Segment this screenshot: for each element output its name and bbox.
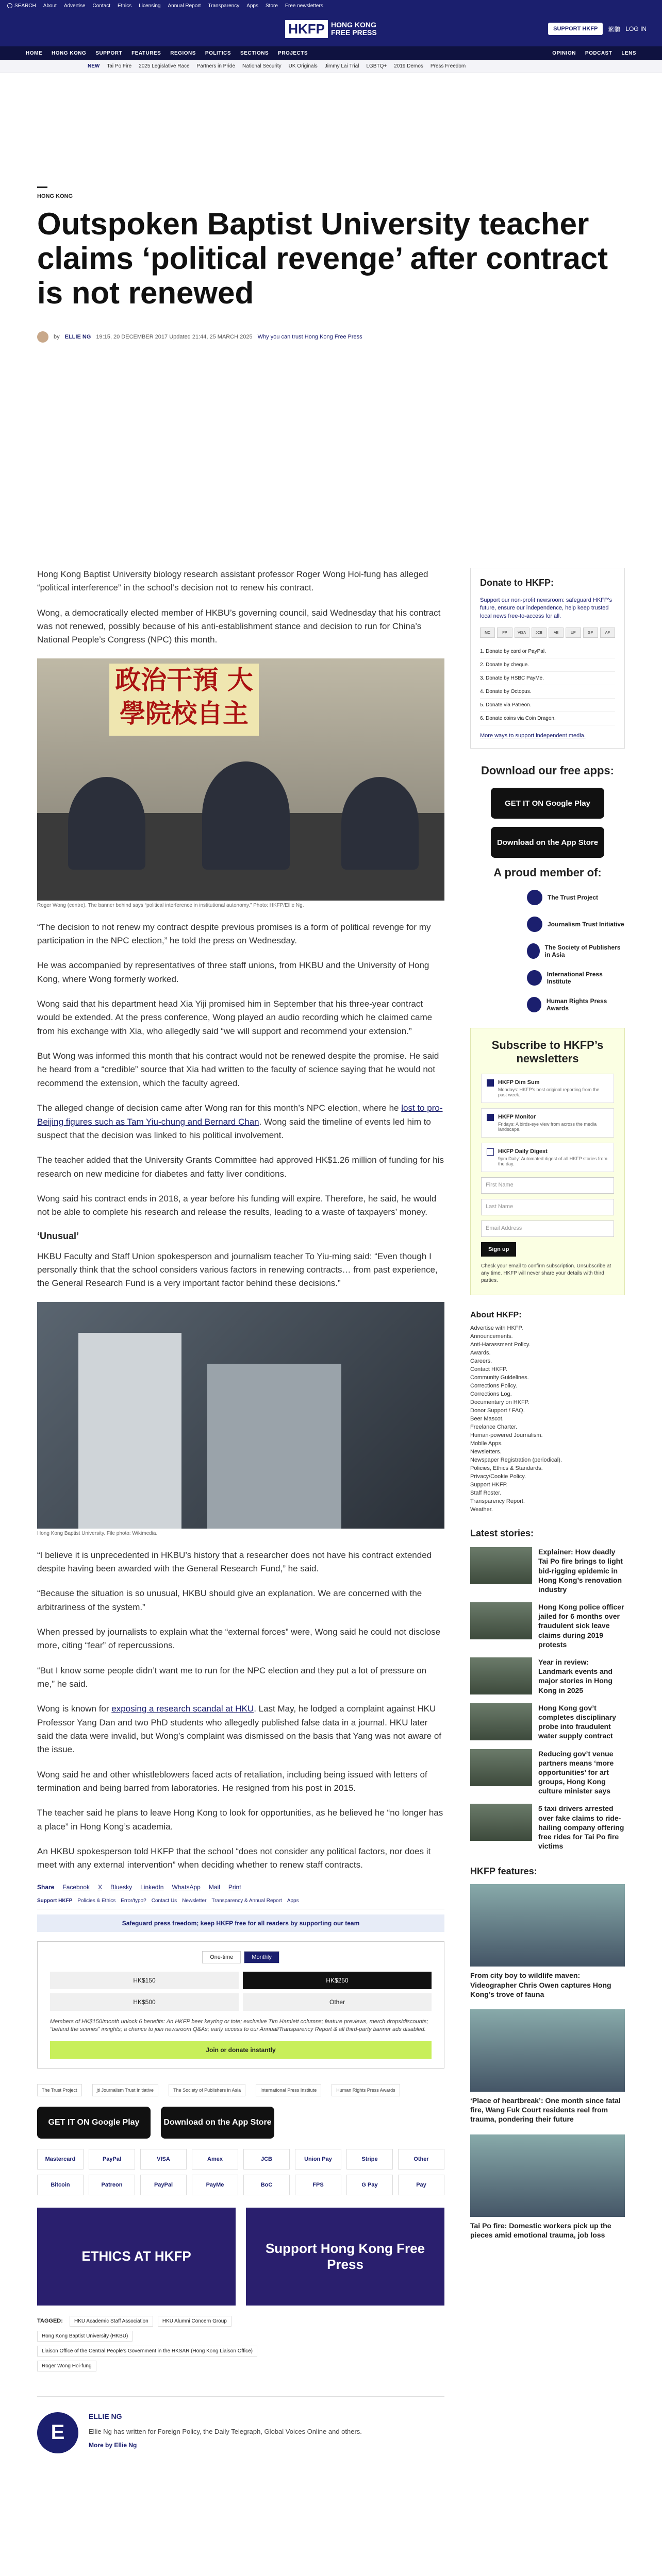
payment-method[interactable]: VISA (140, 2149, 187, 2170)
site-logo[interactable] (285, 20, 376, 38)
share-bar (37, 1884, 444, 1891)
features-section (470, 1866, 625, 2240)
contact-link[interactable]: Contact (92, 3, 110, 9)
member-name: Human Rights Press Awards (546, 997, 607, 1012)
paragraph (37, 1702, 444, 1756)
story-item[interactable] (470, 1602, 625, 1649)
feature-item[interactable] (470, 2009, 625, 2124)
nav-projects[interactable]: PROJECTS (278, 50, 308, 56)
trending-item[interactable]: 2019 Demos (394, 63, 423, 69)
signup-button[interactable]: Sign up (481, 1242, 516, 1257)
newsletter-title: Subscribe to HKFP’s newsletters (491, 1039, 604, 1065)
photo-person (68, 777, 145, 870)
story-title: Explainer: How deadly Tai Po fire brings to light bid-rigging epidemic in Hong Kong’s renovation industry (538, 1548, 623, 1594)
donation-method[interactable]: 3. Donate by HSBC PayMe. (480, 672, 615, 685)
story-title: Hong Kong police officer jailed for 6 months over fraudulent sick leave claims during 2019 protests (538, 1603, 624, 1649)
share-facebook[interactable]: Facebook (62, 1883, 90, 1891)
author-avatar-large[interactable]: E (37, 2412, 78, 2453)
page-body (16, 187, 646, 2449)
payment-method[interactable]: BoC (243, 2175, 290, 2195)
feature-image (470, 2134, 625, 2217)
paragraph: “The decision to not renew my contract despite previous promises is a form of political revenge for my participation in the NPC election,” he told the press on Wednesday. (37, 922, 431, 946)
card-logos (480, 628, 615, 638)
about-link[interactable]: Corrections Policy. (470, 1383, 517, 1389)
latest-title: Latest stories: (470, 1528, 534, 1539)
about-link[interactable]: Transparency Report. (470, 1498, 525, 1505)
payment-method[interactable]: PayMe (192, 2175, 238, 2195)
paragraph: “But I know some people didn’t want me to run for the NPC election and they put a lot of pressure on me,” he said. (37, 1665, 427, 1689)
inline-link[interactable]: lost to pro-Beijing figures such as Tam Yiu-chung and Bernard Chan (37, 1103, 443, 1127)
author-avatar[interactable] (37, 331, 48, 343)
annual-report-link[interactable]: Annual Report (168, 3, 201, 9)
article-headline: Outspoken Baptist University teacher claims ‘political revenge’ after contract is not renewed (37, 207, 608, 311)
payment-method[interactable]: Stripe (346, 2149, 393, 2170)
story-thumbnail (470, 1657, 532, 1694)
nav-politics[interactable]: POLITICS (205, 50, 231, 56)
logo-line-2: FREE PRESS (331, 28, 377, 37)
member-icon (527, 943, 540, 959)
payment-method[interactable]: Amex (192, 2149, 238, 2170)
story-item[interactable] (470, 1657, 625, 1695)
badge[interactable]: International Press Institute (256, 2084, 321, 2096)
author-name[interactable]: ELLIE NG (89, 2412, 122, 2420)
donate-intro[interactable]: Support our non-profit newsroom: safeguard HKFP’s future, ensure our independence, help keep trusted local news free-to-access for all. (480, 597, 612, 619)
member-logo[interactable] (527, 943, 625, 959)
campus-photo (37, 1302, 444, 1529)
about-link[interactable]: Careers. (470, 1358, 492, 1365)
donation-method[interactable]: 6. Donate coins via Coin Dragon. (480, 712, 615, 725)
footer-link[interactable]: Apps (287, 1897, 299, 1904)
donate-widget (470, 568, 625, 749)
last-name-input[interactable]: Last Name (481, 1199, 614, 1215)
trust-link[interactable]: Why you can trust Hong Kong Free Press (257, 333, 362, 340)
logo-line-1: HONG KONG (331, 20, 376, 29)
paragraph: Wong said his contract ends in 2018, a year before his funding will expire. Therefore, he said, he would not be able to complete his research and release the results, leading to a waste of taxpayers’ money. (37, 1193, 437, 1217)
trending-item[interactable]: Jimmy Lai Trial (324, 63, 359, 69)
about-section (470, 1311, 625, 1513)
paragraph: Wong, a democratically elected member of HKBU’s governing council, said Wednesday that his contract was not renewed, possibly because of his anti-establishment stance and decision to run for China’s National People’s Congress (NPC) this month. (37, 607, 441, 645)
member-name: International Press Institute (547, 971, 603, 986)
photo-caption: Roger Wong (centre). The banner behind says “political interference in institutional autonomy.” Photo: HKFP/Ellie Ng. (37, 902, 304, 908)
app-store-button[interactable]: Download on the App Store (491, 827, 604, 858)
share-x[interactable]: X (98, 1883, 103, 1891)
payment-method[interactable]: Mastercard (37, 2149, 84, 2170)
search-icon (7, 3, 12, 8)
member-icon (527, 917, 542, 932)
paragraph: When pressed by journalists to explain what the “external forces” were, Wong said he could not disclose more, citing “fear” of repercussions. (37, 1626, 441, 1651)
header-actions (548, 23, 647, 35)
about-title: About HKFP: (470, 1311, 522, 1320)
language-toggle[interactable]: 繁體 (608, 25, 621, 33)
story-item[interactable] (470, 1547, 625, 1594)
advertise-link[interactable]: Advertise (63, 3, 86, 9)
card-logo: AP (600, 628, 615, 638)
member-logo[interactable] (527, 997, 625, 1012)
login-link[interactable]: LOG IN (625, 25, 647, 32)
donation-method[interactable]: 5. Donate via Patreon. (480, 699, 615, 712)
story-thumbnail (470, 1602, 532, 1639)
newsletter-option-text (498, 1079, 608, 1097)
footer-link[interactable]: Policies & Ethics (77, 1897, 116, 1904)
paragraph: But Wong was informed this month that his contract would not be renewed despite the promise. He said he heard from a “credible” source that Xia had written to the faculty of science saying that he would not recommend the extension, which the faculty agreed. (37, 1051, 439, 1088)
text-run: Wong is known for (37, 1704, 112, 1714)
more-by-author-link[interactable]: More by Ellie Ng (89, 2442, 137, 2449)
member-name: The Trust Project (548, 894, 599, 902)
newsletter-name: HKFP Monitor (498, 1114, 536, 1121)
protest-banner: 政治干預 大學院校自主 (109, 664, 259, 736)
app-store-button[interactable]: Download on the App Store (161, 2107, 274, 2139)
feature-title: Tai Po fire: Domestic workers pick up the pieces amid emotional trauma, job loss (470, 2221, 611, 2239)
tag[interactable]: HKU Academic Staff Association (70, 2316, 153, 2327)
payment-method[interactable]: Patreon (89, 2175, 135, 2195)
text-run: The alleged change of decision came after Wong ran for this month’s NPC election, where he (37, 1103, 402, 1113)
tag[interactable]: HKU Alumni Concern Group (158, 2316, 231, 2327)
newsletter-option[interactable] (481, 1074, 614, 1103)
footer-link[interactable]: Error/typo? (121, 1897, 146, 1904)
search-link[interactable]: SEARCH (7, 3, 36, 9)
nav-home[interactable]: HOME (26, 50, 42, 56)
app-store-buttons (37, 2107, 444, 2139)
paragraph: The teacher said he plans to leave Hong Kong to look for opportunities, as he believed he “no longer has a place” in Hong Kong’s academia. (37, 1808, 443, 1832)
story-item[interactable] (470, 1804, 625, 1851)
about-link[interactable]: Awards. (470, 1350, 491, 1357)
paragraph: An HKBU spokesperson told HKFP that the school “does not consider any political factors, nor does it meet with any external intervention” when deciding whether to renew staff contracts. (37, 1846, 431, 1870)
apps-title: Download our free apps: (481, 764, 614, 777)
amount-option[interactable]: HK$150 (50, 1972, 239, 1989)
article-footer-links (37, 1898, 444, 1909)
donation-method[interactable]: 4. Donate by Octopus. (480, 685, 615, 699)
amount-option[interactable]: Other (243, 1993, 432, 2011)
paragraph: HKBU Faculty and Staff Union spokesperson and journalism teacher To Yiu-ming said: “Even though I personally think that the school considers various factors in renewing contracts… from past experience, the General Research Fund is a very important factor behind these decisions.” (37, 1251, 438, 1289)
author-info (89, 2412, 398, 2453)
card-logo: VISA (515, 628, 529, 638)
member-name: Journalism Trust Initiative (548, 921, 624, 928)
newsletter-option-text (498, 1114, 608, 1132)
trending-item[interactable]: Press Freedom (430, 63, 466, 69)
byline (37, 331, 646, 343)
footer-link[interactable]: Support HKFP (37, 1897, 73, 1904)
donation-method[interactable]: 1. Donate by card or PayPal. (480, 645, 615, 658)
paragraph: He was accompanied by representatives of three staff unions, from HKBU and the University of Hong Kong, where Wong formerly worked. (37, 960, 429, 984)
author-link[interactable]: ELLIE NG (64, 333, 91, 340)
feature-item[interactable] (470, 1884, 625, 1999)
trending-item[interactable]: LGBTQ+ (366, 63, 387, 69)
footer-link[interactable]: Transparency & Annual Report (211, 1897, 282, 1904)
about-link[interactable]: Community Guidelines. (470, 1375, 529, 1381)
article-body (37, 568, 444, 2453)
card-logo: PP (497, 628, 512, 638)
share-mail[interactable]: Mail (208, 1883, 220, 1891)
text-run: . Last May, he lodged a complaint against HKU Professor Yang Dan and two PhD students who allegedly published false data in a journal. HKU later said the data were invalid, but Wong’s complaint was dismissed on the basis that Yang was not aware of the issue. (37, 1704, 442, 1755)
story-thumbnail (470, 1703, 532, 1740)
payment-method[interactable]: Union Pay (295, 2149, 341, 2170)
paragraph: Wong said that his department head Xia Yiji promised him in September that his three-year contract would be extended. At the press conference, Wong played an audio recording which he claimed came from his exchange with Xia, who allegedly said “we will support and recommend your extension.” (37, 999, 433, 1036)
author-bio: Ellie Ng has written for Foreign Policy, the Daily Telegraph, Global Voices Online and others. (89, 2427, 362, 2435)
payment-method[interactable]: G Pay (346, 2175, 393, 2195)
badge[interactable]: The Trust Project (37, 2084, 82, 2096)
story-title: Hong Kong gov’t completes disciplinary probe into fraudulent water supply contract (538, 1703, 616, 1740)
about-link[interactable]: Weather. (470, 1506, 493, 1513)
first-name-input[interactable]: First Name (481, 1177, 614, 1194)
kicker-text: HONG KONG (37, 193, 73, 199)
newsletter-option[interactable] (481, 1108, 614, 1138)
story-thumbnail (470, 1547, 532, 1584)
feature-image (470, 1884, 625, 1967)
tag[interactable]: Hong Kong Baptist University (HKBU) (37, 2331, 133, 2342)
tags-section (37, 2316, 444, 2376)
share-print[interactable]: Print (228, 1883, 241, 1891)
about-link[interactable]: Policies, Ethics & Standards. (470, 1465, 543, 1472)
feature-item[interactable] (470, 2134, 625, 2240)
trending-item[interactable]: Tai Po Fire (107, 63, 132, 69)
tab-one-time[interactable]: One-time (202, 1951, 241, 1963)
logo-text (331, 21, 377, 37)
member-title: A proud member of: (493, 866, 602, 879)
member-icon (527, 970, 542, 986)
share-whatsapp[interactable]: WhatsApp (172, 1883, 201, 1891)
feature-title: ‘Place of heartbreak’: One month since fatal fire, Wang Fuk Court residents reel from trauma, pondering their future (470, 2096, 621, 2124)
licensing-link[interactable]: Licensing (139, 3, 161, 9)
google-play-button[interactable]: GET IT ON Google Play (491, 788, 604, 819)
share-label: Share (37, 1883, 55, 1891)
about-link[interactable]: Documentary on HKFP. (470, 1399, 529, 1406)
share-bluesky[interactable]: Bluesky (110, 1883, 133, 1891)
tag[interactable]: Roger Wong Hoi-fung (37, 2361, 96, 2371)
amount-option[interactable]: HK$500 (50, 1993, 239, 2011)
story-title: Reducing gov’t venue partners means ‘more opportunities’ for art groups, Hong Kong culture minister says (538, 1749, 614, 1795)
donation-methods (480, 645, 615, 725)
paragraph: “I believe it is unprecedented in HKBU’s history that a researcher does not have his contract extended despite having been awarded with the General Research Fund,” he said. (37, 1550, 432, 1573)
footer-link[interactable]: Newsletter (182, 1897, 207, 1904)
feature-title: From city boy to wildlife maven: Videographer Chris Owen captures Hong Kong’s trove of fauna (470, 1971, 611, 1998)
about-link[interactable]: Newsletters. (470, 1449, 502, 1455)
main-nav (0, 46, 662, 60)
card-logo: UP (566, 628, 581, 638)
byline-prefix: by (54, 333, 60, 340)
about-link[interactable]: Advertise with HKFP. (470, 1325, 523, 1332)
card-logo: JCB (532, 628, 547, 638)
payment-method[interactable]: PayPal (140, 2175, 187, 2195)
story-item[interactable] (470, 1749, 625, 1796)
about-link[interactable]: Freelance Charter. (470, 1424, 518, 1431)
footer-link[interactable]: Contact Us (151, 1897, 177, 1904)
about-link[interactable]: Support HKFP. (470, 1482, 508, 1488)
text-run: . Wong said the timeline of events led him to suspect that the decision was linked to his political involvement. (37, 1116, 431, 1140)
amount-option-selected[interactable]: HK$250 (243, 1972, 432, 1989)
about-link[interactable]: Human-powered Journalism. (470, 1432, 543, 1439)
about-link[interactable]: Newspaper Registration (periodical). (470, 1457, 562, 1464)
tag[interactable]: Liaison Office of the Central People's Government in the HKSAR (Hong Kong Liaison Office) (37, 2346, 257, 2357)
nav-support[interactable]: SUPPORT (95, 50, 123, 56)
donate-title: Donate to HKFP: (480, 578, 554, 588)
site-header (0, 11, 662, 46)
about-link[interactable]: Beer Mascot. (470, 1416, 504, 1422)
sidebar (470, 568, 625, 2250)
badge[interactable]: The Society of Publishers in Asia (169, 2084, 245, 2096)
checkbox[interactable] (487, 1148, 494, 1156)
about-link[interactable]: Anti-Harassment Policy. (470, 1342, 531, 1348)
payment-method[interactable]: FPS (295, 2175, 341, 2195)
email-input[interactable]: Email Address (481, 1221, 614, 1237)
payment-method[interactable]: PayPal (89, 2149, 135, 2170)
badge[interactable]: jti Journalism Trust Initiative (92, 2084, 159, 2096)
support-promo-banner[interactable]: Support Hong Kong Free Press (246, 2208, 444, 2306)
nav-opinion[interactable]: OPINION (552, 50, 576, 56)
nav-hong-kong[interactable]: HONG KONG (52, 50, 87, 56)
card-logo: AE (549, 628, 564, 638)
about-link[interactable]: Staff Roster. (470, 1490, 502, 1497)
logo-mark: HKFP (285, 20, 328, 38)
about-link[interactable]: Mobile Apps. (470, 1440, 503, 1447)
donation-method[interactable]: 2. Donate by cheque. (480, 658, 615, 672)
publish-date: 19:15, 20 DECEMBER 2017 Updated 21:44, 25 MARCH 2025 (96, 333, 253, 340)
member-name: The Society of Publishers in Asia (544, 944, 621, 959)
tags-label: TAGGED: (37, 2317, 63, 2324)
features-title: HKFP features: (470, 1866, 537, 1877)
support-hkfp-button[interactable]: SUPPORT HKFP (548, 23, 603, 35)
member-logo[interactable] (527, 917, 625, 932)
payment-method[interactable]: JCB (243, 2149, 290, 2170)
top-utility-bar (0, 0, 662, 11)
story-title: 5 taxi drivers arrested over fake claims to ride-hailing company offering free rides for Tai Po fire victims (538, 1804, 624, 1851)
donation-widget (37, 1941, 444, 2069)
trending-item[interactable]: UK Originals (288, 63, 318, 69)
newsletter-signup (470, 1028, 625, 1295)
newsletter-desc: Mondays: HKFP’s best original reporting from the past week. (498, 1087, 600, 1098)
nav-sections[interactable]: SECTIONS (240, 50, 269, 56)
author-box (37, 2396, 444, 2453)
newsletter-option-text (498, 1148, 608, 1166)
newsletter-option[interactable] (481, 1143, 614, 1172)
about-link[interactable]: Corrections Log. (470, 1391, 512, 1398)
about-link[interactable]: Contact HKFP. (470, 1366, 507, 1373)
ethics-link[interactable]: Ethics (117, 3, 132, 9)
transparency-link[interactable]: Transparency (208, 3, 240, 9)
inline-link[interactable]: exposing a research scandal at HKU (111, 1704, 254, 1714)
trending-label: NEW (88, 63, 100, 69)
press-conference-photo (37, 658, 444, 901)
paragraph: “Because the situation is so unusual, HKBU should give an explanation. We are concerned with the arbitrariness of the system.” (37, 1588, 422, 1612)
trending-item[interactable]: 2025 Legislative Race (139, 63, 190, 69)
support-banner[interactable]: Safeguard press freedom; keep HKFP free for all readers by supporting our team (37, 1914, 444, 1932)
ethics-banner[interactable]: ETHICS AT HKFP (37, 2208, 236, 2306)
membership-note: Members of HK$150/month unlock 6 benefits: An HKFP beer keyring or tote; exclusive Tim Hamlett columns; feature previews, merch drops/discounts; “behind the scenes” insights; a chance to join newsroom Q&As; early access to our Annual/Transparency Report & all third-party banner ads disabled. (50, 2018, 428, 2033)
photo-building (207, 1364, 341, 1529)
share-linkedin[interactable]: LinkedIn (140, 1883, 164, 1891)
latest-stories (470, 1528, 625, 1851)
promo-banners (37, 2208, 444, 2306)
story-thumbnail (470, 1749, 532, 1786)
about-link[interactable]: Donor Support / FAQ. (470, 1408, 525, 1414)
trending-item[interactable]: Partners in Pride (196, 63, 236, 69)
nav-features[interactable]: FEATURES (131, 50, 161, 56)
paragraph (37, 1101, 444, 1142)
story-title: Year in review: Landmark events and major stories in Hong Kong in 2025 (538, 1658, 613, 1694)
newsletter-note: Check your email to confirm subscription. Unsubscribe at any time. HKFP will never share your details with third parties. (481, 1263, 611, 1284)
paragraph: The teacher added that the University Grants Committee had approved HK$1.26 million of funding for his research on new medicine for diabetes and fatty liver conditions. (37, 1155, 444, 1179)
paragraph: Wong said he and other whistleblowers faced acts of retaliation, including being issued with letters of termination and being barred from laboratories. He resigned from his post in 2015. (37, 1769, 427, 1793)
about-list (470, 1325, 625, 1513)
member-badges (37, 2084, 444, 2096)
trending-item[interactable]: National Security (242, 63, 282, 69)
section-subheading: ‘Unusual’ (37, 1230, 79, 1241)
newsletter-desc: 9pm Daily: Automated digest of all HKFP stories from the day. (498, 1156, 607, 1167)
google-play-button[interactable]: GET IT ON Google Play (37, 2107, 151, 2139)
newsletter-desc: Fridays: A birds-eye view from across the media landscape. (498, 1122, 597, 1132)
nav-podcast[interactable]: PODCAST (585, 50, 613, 56)
story-item[interactable] (470, 1703, 625, 1741)
about-link[interactable]: About (43, 3, 57, 9)
newsletter-name: HKFP Daily Digest (498, 1148, 548, 1155)
join-donate-button[interactable]: Join or donate instantly (50, 2041, 432, 2059)
member-logo[interactable] (527, 970, 625, 986)
about-link[interactable]: Privacy/Cookie Policy. (470, 1473, 526, 1480)
payment-method[interactable]: Bitcoin (37, 2175, 84, 2195)
trending-bar (0, 60, 662, 73)
photo-person (202, 761, 290, 870)
badge[interactable]: Human Rights Press Awards (332, 2084, 400, 2096)
nav-regions[interactable]: REGIONS (170, 50, 196, 56)
apps-link[interactable]: Apps (246, 3, 258, 9)
payment-method[interactable]: Pay (398, 2175, 444, 2195)
nav-lens[interactable]: LENS (621, 50, 636, 56)
feature-image (470, 2009, 625, 2092)
article-kicker[interactable] (37, 187, 73, 199)
payment-methods (37, 2149, 444, 2195)
store-link[interactable]: Store (266, 3, 278, 9)
story-thumbnail (470, 1804, 532, 1841)
photo-caption: Hong Kong Baptist University. File photo: Wikimedia. (37, 1530, 158, 1536)
amount-options (50, 1972, 432, 2011)
more-ways-link[interactable]: More ways to support independent media. (480, 733, 586, 739)
member-logo[interactable] (527, 890, 625, 905)
photo-person (341, 777, 419, 870)
photo-building (78, 1333, 181, 1529)
paragraph: Hong Kong Baptist University biology research assistant professor Roger Wong Hoi-fung has alleged “political interference” in the school’s decision not to renew his contract. (37, 569, 428, 593)
member-icon (527, 890, 542, 905)
frequency-tabs (50, 1951, 432, 1963)
about-link[interactable]: Announcements. (470, 1333, 513, 1340)
card-logo: GP (583, 628, 598, 638)
tab-monthly[interactable]: Monthly (244, 1951, 279, 1963)
checkbox-checked[interactable] (487, 1114, 494, 1121)
card-logo: MC (480, 628, 495, 638)
newsletters-link[interactable]: Free newsletters (285, 3, 323, 9)
member-icon (527, 997, 541, 1012)
checkbox-checked[interactable] (487, 1079, 494, 1087)
newsletter-name: HKFP Dim Sum (498, 1079, 540, 1086)
payment-method[interactable]: Other (398, 2149, 444, 2170)
